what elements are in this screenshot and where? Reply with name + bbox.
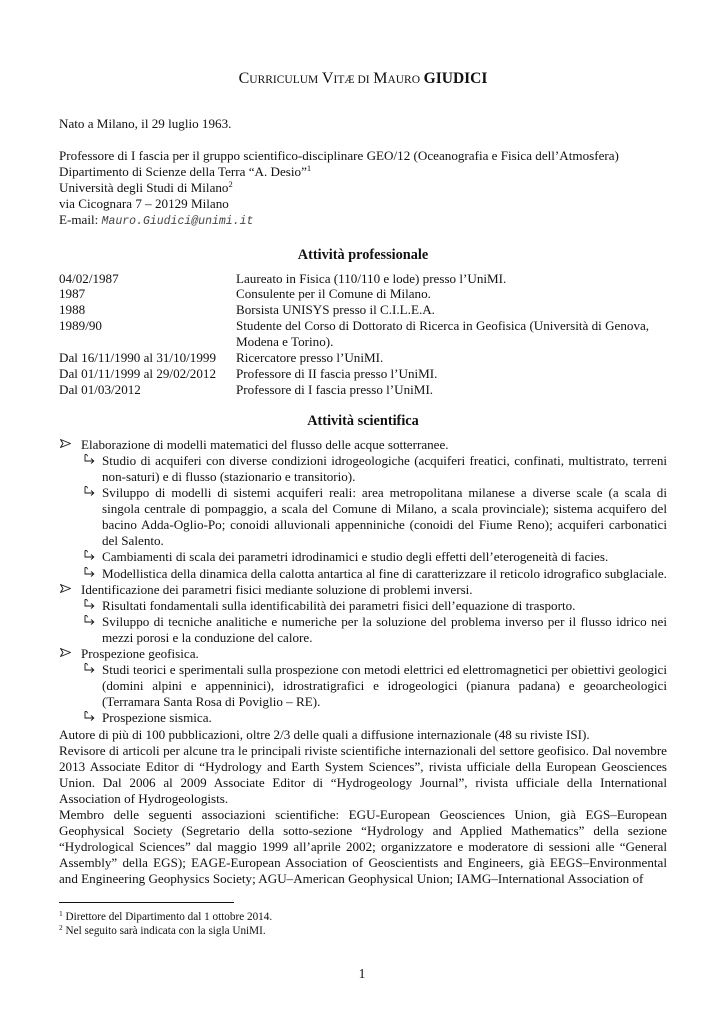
reviewer-paragraph: Revisore di articoli per alcune tra le principali riviste scientifiche internazionali del settore geofisico. Dal novembre 2013 Associate Editor di “Hydrology and Earth System Sciences”, rivista ufficiale della European Geosciences Union. Dal 2006 al 2009 Associate Editor di “Hydrogeology Journal”, rivista ufficiale della International Association of Hydrogeologists. bbox=[59, 742, 667, 806]
activity-item bbox=[59, 646, 667, 726]
career-date: Dal 16/11/1990 al 31/10/1999 bbox=[59, 350, 216, 366]
career-description: Ricercatore presso l’UniMI. bbox=[236, 350, 384, 366]
birth-info: Nato a Milano, il 29 luglio 1963. bbox=[59, 116, 232, 131]
career-row bbox=[59, 318, 667, 350]
title-letter: V bbox=[321, 70, 334, 87]
career-row bbox=[59, 286, 667, 302]
footnote bbox=[59, 924, 667, 938]
address-line: via Cicognara 7 – 20129 Milano bbox=[59, 196, 229, 212]
hooked-arrow-icon bbox=[83, 566, 97, 583]
activity-subitem-text: Modellistica della dinamica della calotta antartica al fine di caratterizzare il reticolo idrografico subglaciale. bbox=[102, 565, 667, 581]
hooked-arrow-icon bbox=[83, 662, 97, 679]
activity-subitem-text: Cambiamenti di scala dei parametri idrodinamici e studio degli effetti dell’eterogeneità di facies. bbox=[102, 549, 609, 565]
department-line bbox=[59, 164, 667, 180]
activity-text: Identificazione dei parametri fisici mediante soluzione di problemi inversi. bbox=[81, 581, 473, 597]
footnote-ref[interactable]: 2 bbox=[228, 179, 233, 190]
career-row bbox=[59, 382, 667, 398]
activity-sublist bbox=[81, 662, 667, 726]
email-line bbox=[59, 212, 667, 230]
title-word: AURO bbox=[387, 74, 421, 86]
activity-subitem bbox=[81, 710, 667, 726]
activity-subitem bbox=[81, 453, 667, 485]
footnote-ref[interactable]: 1 bbox=[306, 163, 312, 174]
memberships-paragraph: Membro delle seguenti associazioni scientifiche: EGU-European Geosciences Union, già EGS–European Geophysical Society (Segretario della sotto-sezione “Hydrology and Applied Mathematics” della sezione “Hydrological Sciences” dal maggio 1999 all’aprile 2002; organizzatore e moderatore di sessioni alle “General Assembly” della EGS); EAGE-European Association of Geoscientists and Engineers, già EEGS–Environmental and Engineering Geophysics Society; AGU–American Geophysical Union; IAMG–International Association of bbox=[59, 806, 667, 887]
publications-paragraph: Autore di più di 100 pubblicazioni, oltre 2/3 delle quali a diffusione internazionale (48 su riviste ISI). bbox=[59, 726, 590, 742]
activity-subitem bbox=[81, 614, 667, 646]
career-date: Dal 01/03/2012 bbox=[59, 381, 141, 397]
career-date: 1988 bbox=[59, 302, 86, 318]
outline-arrowhead-icon bbox=[59, 646, 73, 662]
activity-subitem bbox=[81, 485, 667, 549]
contact-block bbox=[59, 148, 667, 230]
university-line bbox=[59, 180, 667, 196]
activity-subitem-text: Prospezione sismica. bbox=[102, 710, 212, 726]
hooked-arrow-icon bbox=[83, 485, 97, 502]
email-label: E-mail: bbox=[59, 212, 102, 228]
activity-sublist bbox=[81, 598, 667, 646]
page-title bbox=[59, 70, 667, 89]
position-line: Professore di I fascia per il gruppo scientifico-disciplinare GEO/12 (Oceanografia e Fisica dell’Atmosfera) bbox=[59, 148, 619, 164]
activity-text: Elaborazione di modelli matematici del flusso delle acque sotterranee. bbox=[81, 436, 449, 452]
career-description: Professore di I fascia presso l’UniMI. bbox=[236, 381, 434, 397]
career-date: 1987 bbox=[59, 286, 86, 302]
email-link[interactable]: Mauro.Giudici@unimi.it bbox=[101, 215, 254, 229]
activity-subitem bbox=[81, 566, 667, 582]
activity-subitem-text: Studio di acquiferi con diverse condizioni idrogeologiche (acquiferi freatici, confinati, multistrato, terreni non-saturi) e di flusso (stazionario e transitorio). bbox=[102, 452, 667, 484]
career-date: 1989/90 bbox=[59, 318, 102, 334]
career-description: Laureato in Fisica (110/110 e lode) presso l’UniMI. bbox=[236, 270, 507, 286]
title-surname: GIUDICI bbox=[423, 70, 488, 87]
activity-item bbox=[59, 437, 667, 582]
title-word: URRICULUM bbox=[249, 74, 319, 86]
section-heading-scientific: Attività scientifica bbox=[307, 412, 419, 429]
title-letter: M bbox=[373, 70, 388, 87]
hooked-arrow-icon bbox=[83, 453, 97, 470]
page-number: 1 bbox=[358, 966, 366, 981]
footnote-separator bbox=[59, 902, 234, 903]
career-date: Dal 01/11/1999 al 29/02/2012 bbox=[59, 366, 216, 381]
career-description: Studente del Corso di Dottorato di Ricerca in Geofisica (Università di Genova, Modena e Torino). bbox=[236, 318, 650, 350]
activity-subitem-text: Studi teorici e sperimentali sulla prospezione con metodi elettrici ed elettromagnetici per obiettivi geologici (domini alpini e appenninici), idrostratigrafici e idrogeologici (pianura padana) e geoarcheologici (Terramara Santa Rosa di Poviglio – RE). bbox=[102, 662, 667, 710]
activity-item bbox=[59, 582, 667, 646]
career-row bbox=[59, 302, 667, 318]
activity-subitem bbox=[81, 549, 667, 565]
career-row bbox=[59, 366, 667, 382]
activity-subitem-text: Risultati fondamentali sulla identificabilità dei parametri fisici dell’equazione di trasporto. bbox=[102, 597, 576, 613]
career-row bbox=[59, 271, 667, 287]
activity-sublist bbox=[81, 453, 667, 582]
footnotes bbox=[59, 910, 667, 938]
footnote-text: Direttore del Dipartimento dal 1 ottobre 2014. bbox=[65, 911, 273, 924]
department-name: Dipartimento di Scienze della Terra “A. Desio” bbox=[59, 164, 307, 180]
footnote-text: Nel seguito sarà indicata con la sigla UniMI. bbox=[65, 925, 266, 938]
hooked-arrow-icon bbox=[83, 710, 97, 727]
activity-subitem-text: Sviluppo di tecniche analitiche e numeriche per la soluzione del problema inverso per il flusso idrico nei mezzi porosi e la conduzione del calore. bbox=[102, 613, 667, 645]
career-row bbox=[59, 350, 667, 366]
activity-subitem bbox=[81, 662, 667, 710]
career-description: Borsista UNISYS presso il C.I.L.E.A. bbox=[236, 302, 435, 318]
outline-arrowhead-icon bbox=[59, 437, 73, 453]
career-description: Professore di II fascia presso l’UniMI. bbox=[236, 366, 438, 381]
career-description: Consulente per il Comune di Milano. bbox=[236, 286, 431, 302]
footnote-number: 2 bbox=[59, 923, 63, 933]
activity-subitem bbox=[81, 598, 667, 614]
title-word: ITÆ DI bbox=[333, 74, 370, 86]
outline-arrowhead-icon bbox=[59, 582, 73, 598]
scientific-activities-list bbox=[59, 437, 667, 727]
career-date: 04/02/1987 bbox=[59, 270, 119, 286]
footnote bbox=[59, 910, 667, 924]
university-name: Università degli Studi di Milano bbox=[59, 180, 229, 196]
activity-text: Prospezione geofisica. bbox=[81, 646, 199, 662]
footnote-number: 1 bbox=[59, 909, 63, 919]
hooked-arrow-icon bbox=[83, 614, 97, 631]
title-letter: C bbox=[238, 70, 250, 87]
hooked-arrow-icon bbox=[83, 549, 97, 566]
activity-subitem-text: Sviluppo di modelli di sistemi acquiferi reali: area metropolitana milanese a diverse scale (a scala di singola centrale di pompaggio, a scala del Comune di Milano, a scala provinciale); sistema acquifero del bacino Adda-Oglio-Po; conoidi alluvionali appenniniche (conoidi del Fiume Reno); acquiferi carbonatici del Salento. bbox=[102, 485, 667, 549]
section-heading-professional: Attività professionale bbox=[297, 246, 429, 263]
career-table bbox=[59, 271, 667, 398]
hooked-arrow-icon bbox=[83, 598, 97, 615]
